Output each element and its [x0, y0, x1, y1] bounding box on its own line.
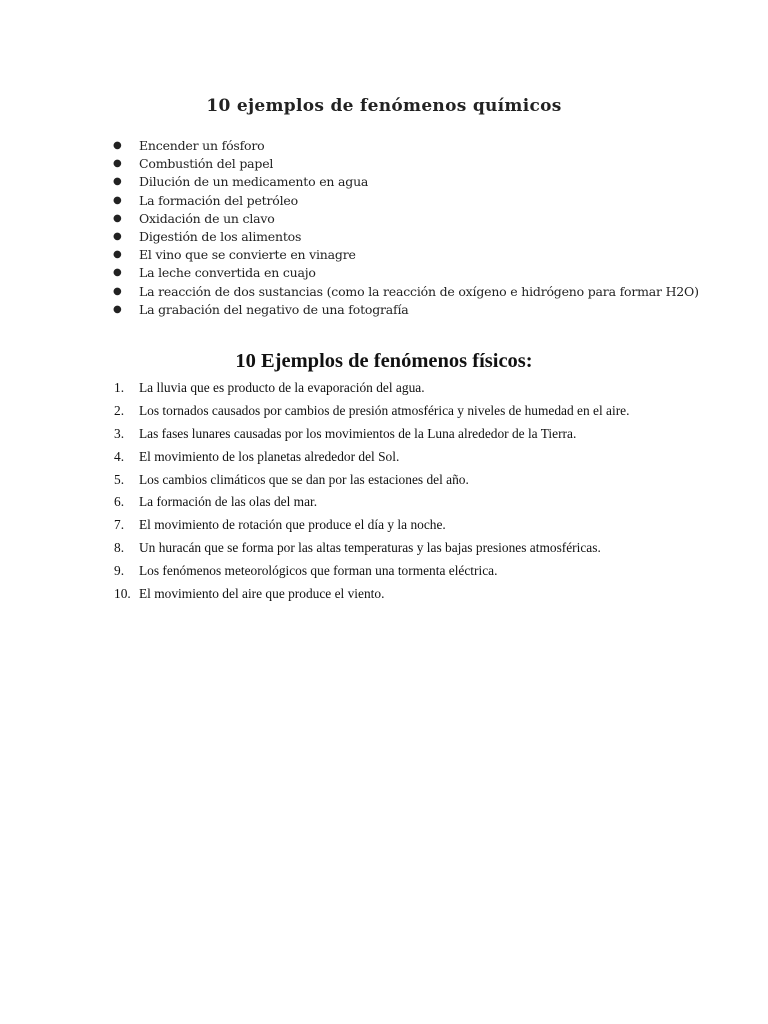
list-item-text: Un huracán que se forma por las altas temperaturas y las bajas presiones atmosféricas. [139, 540, 601, 556]
bullet-icon: ● [113, 140, 122, 151]
bullet-icon: ● [113, 303, 122, 315]
list-item-text: Los cambios climáticos que se dan por las estaciones del año. [139, 471, 469, 487]
list-number: 6. [114, 494, 125, 510]
list-number: 9. [114, 563, 125, 579]
list-item-text: El vino que se convierte en vinagre [139, 247, 356, 263]
list-item-text: Digestión de los alimentos [139, 228, 302, 244]
bullet-icon: ● [113, 194, 122, 206]
list-item-text: La leche convertida en cuajo [139, 265, 316, 281]
list-number: 8. [114, 540, 125, 556]
list-item-text: Dilución de un medicamento en agua [139, 174, 369, 190]
list-number: 4. [114, 448, 125, 464]
list-item-text: Los fenómenos meteorológicos que forman una tormenta eléctrica. [139, 563, 498, 579]
list-item-text: La lluvia que es producto de la evaporación del agua. [139, 380, 425, 395]
chemical-phenomena-title: 10 ejemplos de fenómenos químicos [206, 96, 562, 116]
bullet-icon: ● [113, 285, 122, 297]
list-item-text: El movimiento de los planetas alrededor del Sol. [139, 448, 400, 464]
list-number: 5. [114, 471, 125, 487]
list-item-text: La reacción de dos sustancias (como la reacción de oxígeno e hidrógeno para formar H2O) [139, 283, 699, 299]
bullet-icon: ● [113, 267, 122, 279]
bullet-icon: ● [113, 230, 122, 242]
list-item-text: Encender un fósforo [139, 138, 265, 153]
bullet-icon: ● [113, 176, 122, 188]
list-item-text: El movimiento de rotación que produce el día y la noche. [139, 517, 446, 533]
list-item-text: Las fases lunares causadas por los movimientos de la Luna alrededor de la Tierra. [139, 425, 577, 441]
list-item-text: El movimiento del aire que produce el viento. [139, 586, 385, 602]
physical-phenomena-title: 10 Ejemplos de fenómenos físicos: [235, 350, 533, 372]
bullet-icon: ● [113, 212, 122, 224]
list-item-text: Los tornados causados por cambios de presión atmosférica y niveles de humedad en el aire. [139, 402, 630, 418]
list-item-text: La grabación del negativo de una fotografía [139, 301, 409, 317]
bullet-icon: ● [113, 158, 122, 170]
list-number: 7. [114, 517, 125, 533]
list-item-text: Oxidación de un clavo [139, 210, 275, 226]
list-item-text: Combustión del papel [139, 156, 274, 172]
list-number: 3. [114, 425, 125, 441]
list-item-text: La formación de las olas del mar. [139, 494, 318, 510]
bullet-icon: ● [113, 249, 122, 261]
list-item-text: La formación del petróleo [139, 192, 298, 208]
list-number: 10. [114, 586, 131, 602]
list-number: 2. [114, 402, 125, 418]
list-number: 1. [114, 380, 125, 395]
